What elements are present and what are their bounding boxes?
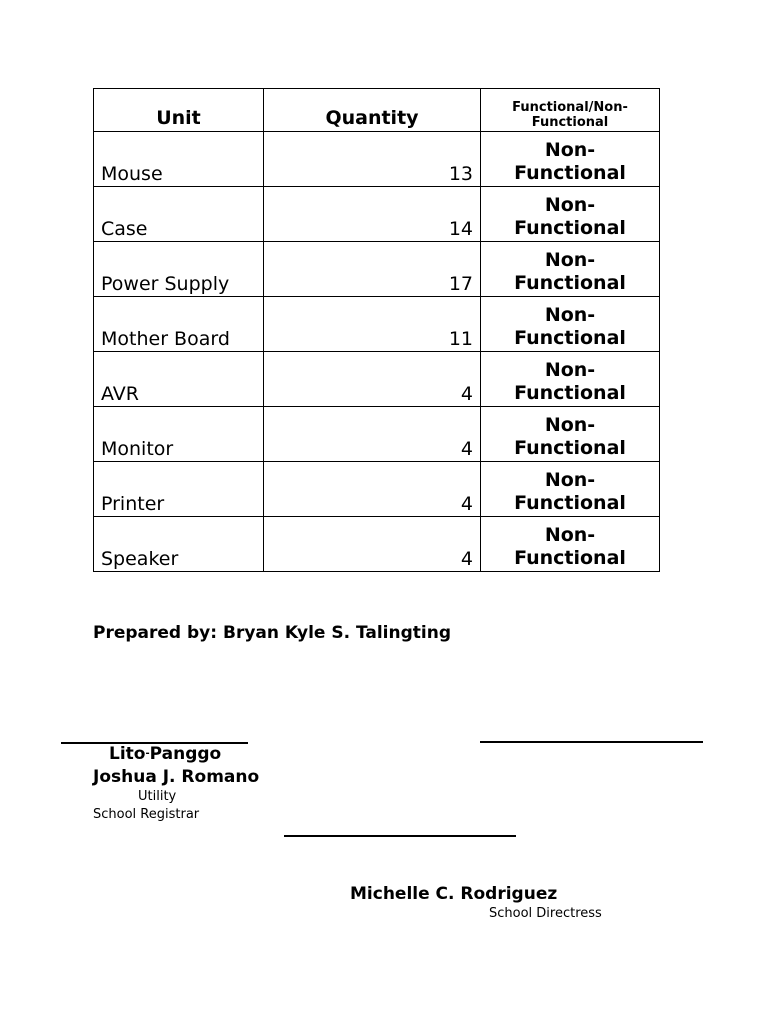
header-quantity: Quantity bbox=[264, 89, 481, 132]
status-line1: Non- bbox=[544, 524, 596, 546]
cell-quantity: 13 bbox=[264, 132, 481, 187]
status-line1: Non- bbox=[544, 359, 596, 381]
cell-quantity: 4 bbox=[264, 517, 481, 572]
cell-unit: Power Supply bbox=[94, 242, 264, 297]
inventory-table bbox=[93, 88, 660, 572]
cell-status bbox=[481, 297, 660, 352]
signatory-name-michelle-rodriguez: Michelle C. Rodriguez bbox=[350, 884, 558, 904]
cell-status bbox=[481, 517, 660, 572]
cell-unit: Printer bbox=[94, 462, 264, 517]
cell-quantity: 4 bbox=[264, 462, 481, 517]
signatory-role-utility: Utility bbox=[138, 789, 177, 804]
cell-status bbox=[481, 462, 660, 517]
status-line1: Non- bbox=[544, 304, 596, 326]
cell-unit: AVR bbox=[94, 352, 264, 407]
header-status-line2: Functional bbox=[531, 115, 609, 130]
table-row bbox=[94, 462, 660, 517]
cell-status bbox=[481, 132, 660, 187]
header-status-line1: Functional/Non- bbox=[512, 100, 628, 115]
prepared-by: Prepared by: Bryan Kyle S. Talingting bbox=[93, 623, 451, 643]
cell-unit: Case bbox=[94, 187, 264, 242]
table-row bbox=[94, 297, 660, 352]
header-unit: Unit bbox=[94, 89, 264, 132]
status-line2: Functional bbox=[514, 272, 626, 294]
table-row bbox=[94, 132, 660, 187]
cell-status bbox=[481, 187, 660, 242]
signature-line-right bbox=[480, 741, 703, 743]
table-row bbox=[94, 517, 660, 572]
cell-quantity: 11 bbox=[264, 297, 481, 352]
status-line1: Non- bbox=[544, 249, 596, 271]
status-line2: Functional bbox=[514, 327, 626, 349]
cell-status bbox=[481, 242, 660, 297]
status-line2: Functional bbox=[514, 162, 626, 184]
name-part-1: Lito bbox=[109, 744, 146, 764]
cell-status bbox=[481, 407, 660, 462]
name-separator: - bbox=[145, 748, 150, 759]
status-line1: Non- bbox=[544, 414, 596, 436]
signatory-name-joshua-romano: Joshua J. Romano bbox=[93, 767, 260, 787]
status-line2: Functional bbox=[514, 437, 626, 459]
cell-quantity: 17 bbox=[264, 242, 481, 297]
signatory-role-registrar: School Registrar bbox=[93, 807, 200, 822]
signature-line-bottom bbox=[284, 835, 516, 837]
status-line1: Non- bbox=[544, 139, 596, 161]
header-status bbox=[481, 89, 660, 132]
status-line2: Functional bbox=[514, 217, 626, 239]
status-line1: Non- bbox=[544, 469, 596, 491]
table-row bbox=[94, 187, 660, 242]
cell-unit: Mother Board bbox=[94, 297, 264, 352]
cell-quantity: 4 bbox=[264, 407, 481, 462]
table-row bbox=[94, 407, 660, 462]
table-row bbox=[94, 242, 660, 297]
cell-unit: Monitor bbox=[94, 407, 264, 462]
cell-unit: Speaker bbox=[94, 517, 264, 572]
cell-unit: Mouse bbox=[94, 132, 264, 187]
status-line2: Functional bbox=[514, 492, 626, 514]
cell-status bbox=[481, 352, 660, 407]
table-header-row bbox=[94, 89, 660, 132]
cell-quantity: 14 bbox=[264, 187, 481, 242]
signatory-role-directress: School Directress bbox=[489, 906, 602, 921]
name-part-2: Panggo bbox=[149, 744, 222, 764]
table-row bbox=[94, 352, 660, 407]
signatory-name-lito-panggo bbox=[109, 744, 221, 764]
status-line2: Functional bbox=[514, 382, 626, 404]
cell-quantity: 4 bbox=[264, 352, 481, 407]
status-line2: Functional bbox=[514, 547, 626, 569]
status-line1: Non- bbox=[544, 194, 596, 216]
